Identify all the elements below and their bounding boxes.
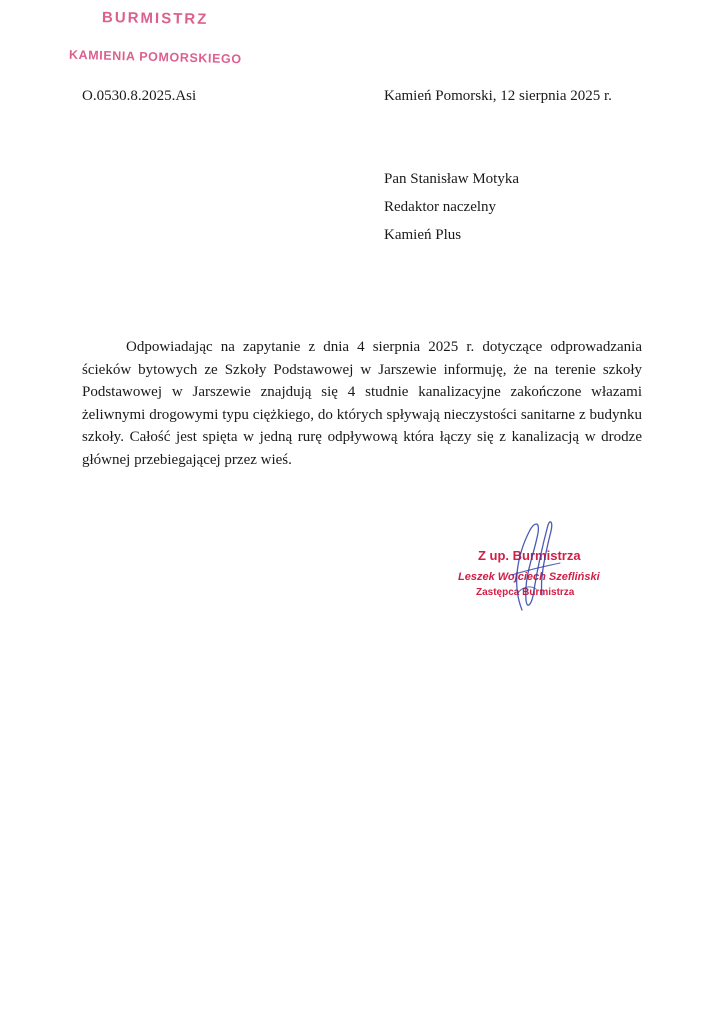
signature-stamp-authority: Z up. Burmistrza <box>478 548 581 563</box>
place-and-date: Kamień Pomorski, 12 sierpnia 2025 r. <box>384 88 612 104</box>
signature-stamp-name: Leszek Wojciech Szefliński <box>458 571 600 583</box>
handwritten-signature-icon <box>482 515 572 620</box>
recipient-position: Redaktor naczelny <box>384 199 497 215</box>
letter-body: Odpowiadając na zapytanie z dnia 4 sierpnia 2025 r. dotyczące odprowadzania ścieków bytowych ze Szkoły Podstawowej w Jarszewie informuję, że na terenie szkoły Podstawowej w Jarszewie znajdują się 4 studnie kanalizacyjne zakończone włazami żeliwnymi drogowymi typu ciężkiego, do których spływają nieczystości sanitarne z budynku szkoły. Całość jest spięta w jedną rurę odpływową która łączy się z kanalizacją w drodze głównej przebiegającej przez wieś. <box>82 339 642 468</box>
recipient-organization: Kamień Plus <box>384 227 462 243</box>
mayor-stamp-title: BURMISTRZ <box>101 9 209 28</box>
signature-stamp-role: Zastępca Burmistrza <box>476 587 575 598</box>
mayor-stamp-town: KAMIENIA POMORSKIEGO <box>68 47 242 67</box>
reference-number: O.0530.8.2025.Asi <box>82 88 197 104</box>
recipient-name: Pan Stanisław Motyka <box>384 171 519 187</box>
